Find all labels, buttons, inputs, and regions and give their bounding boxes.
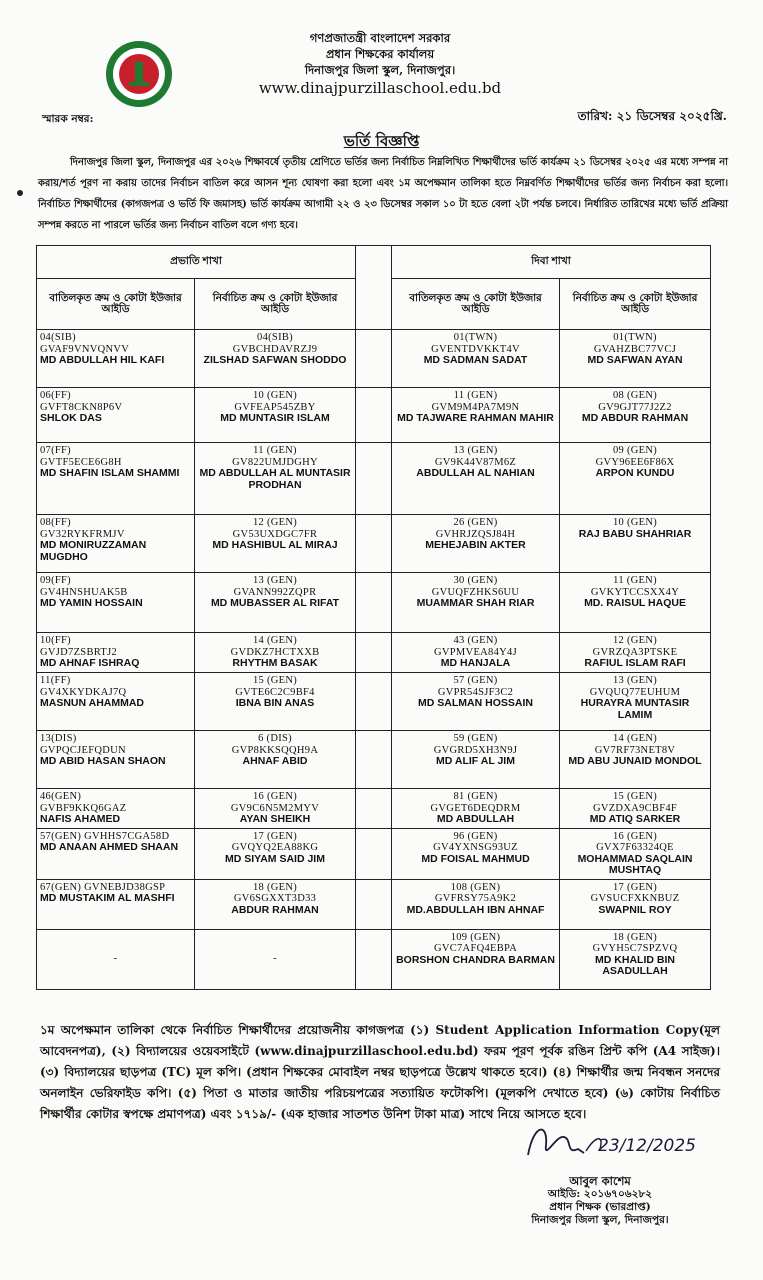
signatory-name: আবুল কাশেম (569, 1174, 631, 1188)
table-row (37, 633, 711, 673)
user-id: GVAHZBC77VCJ (593, 343, 677, 355)
table-gap-cell (356, 633, 392, 673)
user-id: GV6SGXXT3D33 (233, 893, 317, 904)
table-cell (37, 879, 195, 929)
quota-code: 57(GEN) GVHHS7CGA58D (40, 830, 170, 842)
user-id: GVM9M4PA7M9N (431, 401, 520, 413)
quota-code: 11 (GEN) (453, 390, 498, 401)
user-id: GVFRSY75A9K2 (434, 893, 517, 904)
user-id: GV53UXDGC7FR (232, 528, 318, 540)
table-cell (560, 633, 711, 673)
user-id: GV9K44V87M6Z (434, 456, 517, 468)
quota-code: 13 (GEN) (252, 575, 298, 586)
school-website: www.dinajpurzillaschool.edu.bd (258, 79, 502, 97)
page-title: ভর্তি বিজ্ঞপ্তি (343, 132, 420, 150)
student-name: MD ANAAN AHMED SHAAN (40, 841, 179, 853)
margin-dot (17, 190, 23, 196)
table-cell (37, 515, 195, 573)
signature-date: 23/12/2025 (598, 1136, 696, 1156)
student-name: MEHEJABIN AKTER (425, 539, 526, 551)
table-cell (195, 828, 356, 879)
student-name: MD YAMIN HOSSAIN (40, 597, 143, 609)
table-cell (560, 443, 711, 515)
student-name: MD FOISAL MAHMUD (421, 852, 530, 865)
student-name: MD KHALID BIN ASADULLAH (595, 953, 675, 977)
quota-code: 07(FF) (40, 445, 71, 456)
table-row (37, 330, 711, 388)
quota-code: 11 (GEN) (253, 445, 297, 456)
quota-code: 17 (GEN) (252, 830, 298, 842)
admission-table (36, 245, 711, 990)
quota-code: 04(SIB) (40, 332, 76, 343)
quota-code: 16 (GEN) (252, 791, 298, 802)
student-name: MD HANJALA (440, 657, 511, 669)
user-id: GVJD7ZSBRTJ2 (40, 646, 118, 658)
table-gap-cell (356, 573, 392, 633)
student-name: ARPON KUNDU (595, 467, 675, 479)
table-cell (37, 330, 195, 388)
quota-code: - (273, 953, 277, 965)
student-name: MD ATIQ SARKER (589, 813, 681, 825)
table-cell (392, 330, 560, 388)
quota-code: 09(FF) (40, 575, 71, 586)
table-gap-cell (356, 443, 392, 515)
table-cell (37, 443, 195, 515)
quota-code: 12 (GEN) (252, 517, 298, 528)
quota-code: 09 (GEN) (612, 445, 658, 456)
student-name: MD SIYAM SAID JIM (225, 852, 325, 865)
intro-text (38, 152, 728, 236)
quota-code: 01(TWN) (453, 332, 498, 343)
table-cell (195, 443, 356, 515)
quota-code: 17 (GEN) (612, 881, 658, 893)
table-cell (560, 929, 711, 989)
quota-code: 46(GEN) (40, 791, 82, 802)
quota-code: 18 (GEN) (612, 931, 658, 943)
student-name: RHYTHM BASAK (232, 657, 318, 669)
day-selected-header: নির্বাচিত ক্রম ও কোটা ইউজার আইডি (560, 279, 711, 330)
table-row (37, 443, 711, 515)
student-name: MD AHNAF ISHRAQ (40, 657, 140, 669)
user-id: GV822UMJDGHY (232, 456, 318, 468)
quota-code: 15 (GEN) (612, 791, 658, 802)
signatory-id: আইডি: ২০১৬৭০৬২৮২ (547, 1188, 653, 1200)
user-id: GVSUCFXKNBUZ (590, 893, 680, 904)
user-id: GVGET6DEQDRM (430, 802, 521, 814)
quota-code: 10 (GEN) (612, 517, 658, 528)
user-id: GVTF5ECE6G8H (40, 456, 122, 468)
morning-cancelled-header: বাতিলকৃত ক্রম ও কোটা ইউজার আইডি (37, 279, 195, 330)
user-id: GV32RYKFRMJV (40, 528, 125, 540)
table-row (37, 673, 711, 731)
table-cell (195, 573, 356, 633)
student-name: MD. RAISUL HAQUE (584, 597, 686, 609)
quota-code: 13 (GEN) (453, 445, 498, 456)
user-id: GVY96EE6F86X (595, 456, 675, 468)
student-name: MOHAMMAD SAQLAIN MUSHTAQ (577, 852, 693, 876)
quota-code: 15 (GEN) (252, 675, 298, 686)
signatory-school: দিনাজপুর জিলা স্কুল, দিনাজপুর। (531, 1214, 669, 1226)
user-id: GVPMVEA84Y4J (434, 646, 517, 658)
notice-date: তারিখ: ২১ ডিসেম্বর ২০২৫খ্রি. (577, 109, 727, 123)
student-name: MASNUN AHAMMAD (40, 697, 145, 709)
student-name: ABDULLAH AL NAHIAN (416, 467, 535, 479)
table-row (37, 388, 711, 443)
table-cell (392, 828, 560, 879)
student-name: AHNAF ABID (242, 755, 308, 767)
student-name: MD MUBASSER AL RIFAT (210, 597, 340, 609)
table-gap-cell (356, 929, 392, 989)
quota-code: 16 (GEN) (612, 830, 658, 842)
student-name: NAFIS AHAMED (40, 813, 121, 825)
table-cell (195, 879, 356, 929)
user-id: GVQYQ2EA88KG (231, 842, 319, 853)
table-cell (392, 673, 560, 731)
table-row (37, 879, 711, 929)
table-cell (195, 789, 356, 829)
user-id: GVTE6C2C9BF4 (235, 686, 315, 698)
school-name: দিনাজপুর জিলা স্কুল, দিনাজপুর। (304, 63, 456, 77)
table-cell (195, 633, 356, 673)
user-id: GV7RF73NET8V (594, 744, 676, 756)
morning-branch-header: প্রভাতি শাখা (37, 246, 356, 279)
user-id: GVFEAP545ZBY (234, 401, 316, 413)
user-id: GV9GJT77J2Z2 (598, 401, 672, 413)
user-id: GVQUQ77EUHUM (589, 686, 681, 698)
table-row (37, 789, 711, 829)
table-cell (195, 388, 356, 443)
table-cell (37, 573, 195, 633)
table-gap-cell (356, 731, 392, 789)
user-id: GVHRJZQSJ84H (435, 528, 516, 540)
user-id: GVFT8CKN8P6V (40, 401, 123, 413)
student-name: MD HASHIBUL AL MIRAJ (212, 539, 338, 551)
student-name: MD SADMAN SADAT (423, 354, 528, 366)
student-name: RAFIUL ISLAM RAFI (584, 657, 686, 669)
table-gap-cell (356, 673, 392, 731)
user-id: GV4HNSHUAK5B (40, 586, 128, 598)
student-name: ABDUR RAHMAN (231, 903, 319, 916)
user-id: GVRZQA3PTSKE (592, 646, 678, 658)
quota-code: 18 (GEN) (252, 881, 298, 893)
student-name: MD ABDULLAH (436, 813, 515, 825)
quota-code: 96 (GEN) (453, 830, 498, 842)
table-gap-cell (356, 330, 392, 388)
student-name: MD SHAFIN ISLAM SHAMMI (40, 467, 180, 479)
table-gap (356, 246, 392, 330)
student-name: MD ABDUR RAHMAN (581, 412, 689, 424)
student-name: BORSHON CHANDRA BARMAN (396, 953, 555, 966)
table-cell (560, 573, 711, 633)
table-cell (195, 330, 356, 388)
quota-code: 59 (GEN) (453, 733, 498, 744)
student-name: MD ABDULLAH HIL KAFI (40, 354, 165, 366)
user-id: GVDKZ7HCTXXB (230, 646, 320, 658)
quota-code: 14 (GEN) (252, 635, 298, 646)
table-cell (37, 673, 195, 731)
student-name: MD MUNTASIR ISLAM (220, 412, 330, 424)
day-branch-header: দিবা শাখা (392, 246, 711, 279)
quota-code: 04(SIB) (257, 332, 293, 343)
student-name: MD SAFWAN AYAN (587, 354, 683, 366)
table-row (37, 929, 711, 989)
table-gap-cell (356, 789, 392, 829)
memo-number: স্মারক নম্বর: (42, 113, 94, 125)
table-gap-cell (356, 515, 392, 573)
user-id: GVPQCJEFQDUN (40, 744, 126, 756)
quota-code: 11 (GEN) (613, 575, 657, 586)
student-name: MD MUSTAKIM AL MASHFI (40, 892, 175, 904)
table-cell (37, 929, 195, 989)
table-cell (195, 515, 356, 573)
user-id: GVKYTCCSXX4Y (590, 586, 680, 598)
requirements-text: ১ম অপেক্ষমান তালিকা থেকে নির্বাচিত শিক্ষার্থীদের প্রয়োজনীয় কাগজপত্র (১) Student Application Information Copy(মূল আবেদনপত্র), (২) বিদ্যালয়ের ওয়েবসাইটে (www.dinajpurzillaschool.edu.bd) ফরম পূরণ পূর্বক রঙিন প্রিন্ট কপি (A4 সাইজ)। (৩) বিদ্যালয়ের ছাড়পত্র (TC) মূল কপি। (প্রধান শিক্ষকের মোবাইল নম্বর ছাড়পত্রে উল্লেখ থাকতে হবে।) (৪) শিক্ষার্থীর জন্ম নিবন্ধন সনদের অনলাইন ভেরিফাইড কপি। (৫) পিতা ও মাতার জাতীয় পরিচয়পত্রের সত্যায়িত ফটোকপি। (মূলকপি দেখাতে হবে) (৬) কোটায় নির্বাচিত শিক্ষার্থীর কোটার স্বপক্ষে প্রমাণপত্র) এবং ১৭১৯/- (এক হাজার সাতশত উনিশ টাকা মাত্র) সাথে নিয়ে আসতে হবে। (40, 1023, 720, 1121)
user-id: GVX7F63324QE (596, 842, 674, 853)
table-row (37, 828, 711, 879)
table-cell (392, 929, 560, 989)
user-id: GVC7AFQ4EBPA (433, 943, 518, 954)
table-cell (560, 330, 711, 388)
student-name: HURAYRA MUNTASIR LAMIM (580, 697, 690, 721)
user-id: GVAF9VNVQNVV (40, 343, 130, 355)
table-cell (37, 789, 195, 829)
student-name: MUAMMAR SHAH RIAR (416, 597, 535, 609)
table-cell (560, 515, 711, 573)
table-gap-cell (356, 388, 392, 443)
user-id: GVPR54SJF3C2 (437, 686, 514, 698)
user-id: GVANN992ZQPR (233, 586, 317, 598)
table-gap-cell (356, 828, 392, 879)
user-id: GVBF9KKQ6GAZ (40, 802, 127, 814)
quota-code: 67(GEN) GVNEBJD38GSP (40, 881, 166, 893)
user-id: GVENTDVKKT4V (431, 343, 520, 355)
quota-code: 10(FF) (40, 635, 71, 646)
user-id: GVP8KKSQQH9A (231, 744, 319, 756)
morning-selected-header: নির্বাচিত ক্রম ও কোটা ইউজার আইডি (195, 279, 356, 330)
handwritten-signature (520, 1115, 720, 1170)
student-name: MD ALIF AL JIM (436, 755, 515, 767)
office-name: প্রধান শিক্ষকের কার্যালয় (325, 47, 435, 61)
student-name: IBNA BIN ANAS (235, 697, 315, 709)
table-cell (37, 731, 195, 789)
table-row (37, 573, 711, 633)
table-cell (392, 443, 560, 515)
student-name: MD ABU JUNAID MONDOL (568, 755, 702, 767)
quota-code: 12 (GEN) (612, 635, 658, 646)
footer-requirements (40, 1020, 720, 1125)
user-id: GVUQFZHKS6UU (431, 586, 520, 598)
table-cell (195, 673, 356, 731)
student-name: MD ABDULLAH AL MUNTASIR PRODHAN (199, 467, 351, 491)
student-name: ZILSHAD SAFWAN SHODDO (203, 354, 347, 366)
user-id: GVBCHDAVRZJ9 (232, 343, 318, 355)
quota-code: 13 (GEN) (612, 675, 658, 686)
table-cell (37, 388, 195, 443)
quota-code: 13(DIS) (40, 733, 77, 744)
table-body (37, 330, 711, 990)
table-cell (195, 929, 356, 989)
quota-code: 43 (GEN) (453, 635, 498, 646)
table-cell (560, 673, 711, 731)
day-cancelled-header: বাতিলকৃত ক্রম ও কোটা ইউজার আইডি (392, 279, 560, 330)
quota-code: 10 (GEN) (252, 390, 298, 401)
student-name: MD.ABDULLAH IBN AHNAF (406, 903, 545, 916)
quota-code: 109 (GEN) (450, 931, 501, 943)
government-name: গণপ্রজাতন্ত্রী বাংলাদেশ সরকার (309, 31, 451, 45)
quota-code: 108 (GEN) (450, 881, 501, 893)
quota-code: 6 (DIS) (258, 733, 292, 744)
table-cell (560, 731, 711, 789)
student-name: MD ABID HASAN SHAON (40, 755, 166, 767)
quota-code: 08 (GEN) (612, 390, 658, 401)
table-cell (560, 388, 711, 443)
student-name: MD MONIRUZZAMAN MUGDHO (40, 539, 147, 563)
quota-code: 81 (GEN) (453, 791, 498, 802)
table-cell (392, 515, 560, 573)
user-id: GV9C6N5M2MYV (230, 802, 320, 814)
school-logo-icon (105, 40, 173, 108)
intro-paragraph: দিনাজপুর জিলা স্কুল, দিনাজপুর এর ২০২৬ শিক্ষাবর্ষে তৃতীয় শ্রেণিতে ভর্তির জন্য নির্বাচিত নিম্নলিখিত শিক্ষার্থীদের ভর্তি কার্যক্রম ২১ ডিসেম্বর ২০২৫ এর মধ্যে সম্পন্ন না করায়/শর্ত পূরণ না করায় তাদের নির্বাচন বাতিল করে আসন শূন্য ঘোষণা করা হলো এবং ১ম অপেক্ষমান তালিকা হতে নিম্নবর্ণিত শিক্ষার্থীদের ভর্তির জন্য নির্বাচন করা হলো। নির্বাচিত শিক্ষার্থীদের (কাগজপত্র ও ভর্তি ফি জমাসহ) ভর্তি কার্যক্রম আগামী ২২ ও ২৩ ডিসেম্বর সকাল ১০ টা হতে বেলা ২টা পর্যন্ত চলবে। নির্ধারিত তারিখের মধ্যে ভর্তি প্রক্রিয়া সম্পন্ন করতে না পারলে ভর্তির জন্য নির্বাচন বাতিল বলে গণ্য হবে। (38, 157, 728, 231)
table-cell (392, 573, 560, 633)
user-id: GVGRD5XH3N9J (433, 744, 518, 756)
table-cell (37, 828, 195, 879)
student-name: SHLOK DAS (40, 412, 102, 424)
table-cell (560, 879, 711, 929)
user-id: GVZDXA9CBF4F (592, 802, 678, 814)
user-id: GVYH5C7SPZVQ (592, 943, 678, 954)
table-cell (560, 789, 711, 829)
student-name: AYAN SHEIKH (239, 813, 311, 825)
header (230, 30, 530, 96)
student-name: SWAPNIL ROY (598, 903, 672, 916)
quota-code: - (113, 953, 118, 965)
table-cell (392, 879, 560, 929)
quota-code: 57 (GEN) (453, 675, 498, 686)
quota-code: 11(FF) (40, 675, 71, 686)
student-name: MD TAJWARE RAHMAN MAHIR (397, 412, 554, 424)
student-name: RAJ BABU SHAHRIAR (578, 527, 692, 540)
table-cell (560, 828, 711, 879)
table-row (37, 515, 711, 573)
table-cell (392, 789, 560, 829)
signatory-designation: প্রধান শিক্ষক (ভারপ্রাপ্ত) (549, 1201, 651, 1213)
table-gap-cell (356, 879, 392, 929)
table-row (37, 731, 711, 789)
quota-code: 30 (GEN) (453, 575, 498, 586)
quota-code: 06(FF) (40, 390, 71, 401)
quota-code: 08(FF) (40, 517, 71, 528)
table-cell (392, 388, 560, 443)
user-id: GV4XKYDKAJ7Q (40, 686, 127, 698)
quota-code: 14 (GEN) (612, 733, 658, 744)
table-cell (392, 633, 560, 673)
table-cell (37, 633, 195, 673)
signature-block (520, 1175, 680, 1227)
quota-code: 01(TWN) (613, 332, 657, 343)
table-cell (392, 731, 560, 789)
table-cell (195, 731, 356, 789)
user-id: GV4YXNSG93UZ (433, 842, 518, 853)
student-name: MD SALMAN HOSSAIN (418, 697, 533, 709)
quota-code: 26 (GEN) (453, 517, 498, 528)
